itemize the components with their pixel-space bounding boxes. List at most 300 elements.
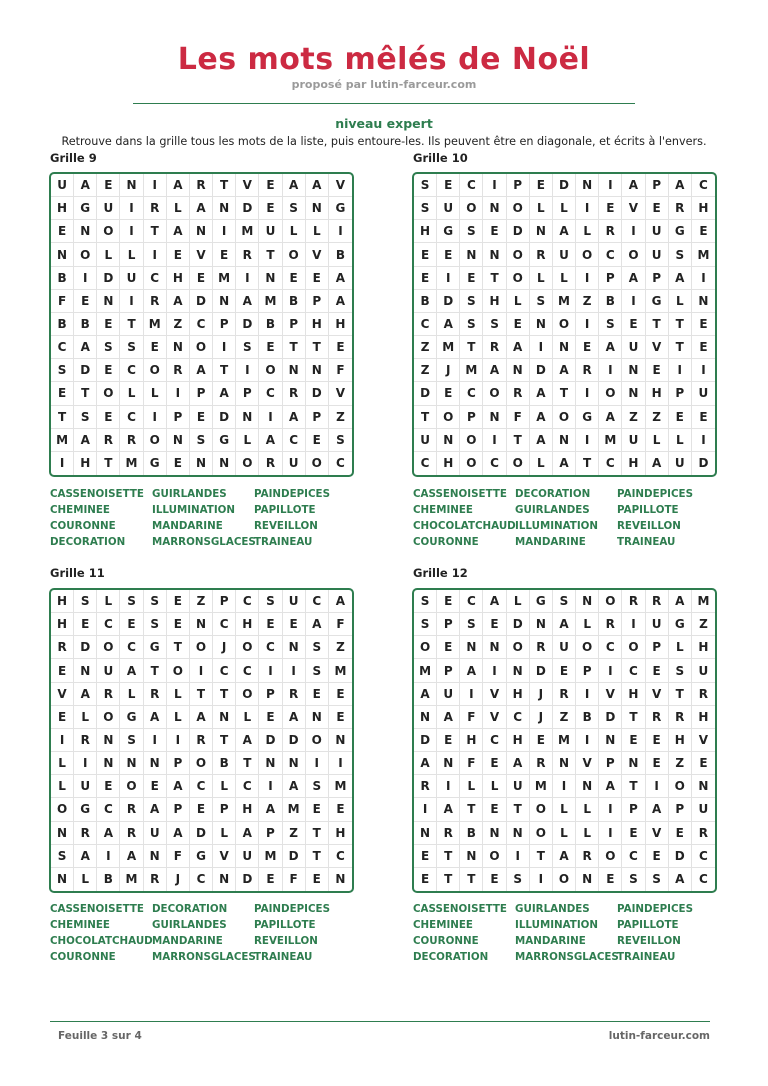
grid-cell[interactable]: E — [97, 406, 120, 429]
grid-cell[interactable]: G — [437, 220, 460, 243]
grid-cell[interactable]: M — [144, 313, 167, 336]
grid-cell[interactable]: O — [460, 429, 483, 452]
grid-cell[interactable]: U — [283, 590, 306, 613]
grid-cell[interactable]: Z — [646, 406, 669, 429]
grid-cell[interactable]: N — [329, 729, 352, 752]
grid-cell[interactable]: R — [414, 775, 437, 798]
grid-cell[interactable]: A — [669, 267, 692, 290]
grid-cell[interactable]: A — [167, 775, 190, 798]
grid-cell[interactable]: A — [190, 359, 213, 382]
grid-cell[interactable]: U — [553, 636, 576, 659]
grid-cell[interactable]: T — [213, 359, 236, 382]
grid-cell[interactable]: O — [236, 683, 259, 706]
grid-cell[interactable]: E — [74, 290, 97, 313]
grid-cell[interactable]: U — [51, 174, 74, 197]
grid-cell[interactable]: T — [213, 729, 236, 752]
grid-cell[interactable]: O — [190, 336, 213, 359]
grid-cell[interactable]: I — [167, 382, 190, 405]
grid-cell[interactable]: A — [259, 798, 282, 821]
grid-cell[interactable]: G — [120, 706, 143, 729]
grid-cell[interactable]: B — [414, 290, 437, 313]
grid-cell[interactable]: N — [553, 429, 576, 452]
grid-cell[interactable]: H — [507, 683, 530, 706]
grid-cell[interactable]: C — [213, 659, 236, 682]
grid-cell[interactable]: L — [507, 590, 530, 613]
grid-cell[interactable]: O — [553, 406, 576, 429]
grid-cell[interactable]: M — [692, 590, 715, 613]
grid-cell[interactable]: Z — [190, 590, 213, 613]
grid-cell[interactable]: I — [576, 197, 599, 220]
grid-cell[interactable]: D — [190, 822, 213, 845]
grid-cell[interactable]: M — [120, 452, 143, 475]
grid-cell[interactable]: T — [669, 683, 692, 706]
grid-cell[interactable]: U — [692, 798, 715, 821]
grid-cell[interactable]: E — [692, 752, 715, 775]
grid-cell[interactable]: E — [414, 267, 437, 290]
grid-cell[interactable]: D — [236, 868, 259, 891]
grid-cell[interactable]: N — [236, 406, 259, 429]
grid-cell[interactable]: E — [692, 336, 715, 359]
grid-cell[interactable]: J — [437, 359, 460, 382]
grid-cell[interactable]: D — [530, 659, 553, 682]
grid-cell[interactable]: Z — [553, 706, 576, 729]
grid-cell[interactable]: R — [144, 683, 167, 706]
grid-cell[interactable]: N — [144, 845, 167, 868]
grid-cell[interactable]: F — [460, 706, 483, 729]
grid-cell[interactable]: D — [530, 359, 553, 382]
grid-cell[interactable]: N — [622, 359, 645, 382]
grid-cell[interactable]: E — [306, 683, 329, 706]
grid-cell[interactable]: I — [167, 729, 190, 752]
grid-cell[interactable]: A — [599, 406, 622, 429]
grid-cell[interactable]: M — [460, 359, 483, 382]
grid-cell[interactable]: I — [553, 775, 576, 798]
grid-cell[interactable]: E — [530, 174, 553, 197]
grid-cell[interactable]: E — [622, 729, 645, 752]
grid-cell[interactable]: A — [283, 706, 306, 729]
grid-cell[interactable]: O — [144, 429, 167, 452]
grid-cell[interactable]: E — [530, 729, 553, 752]
grid-cell[interactable]: R — [692, 683, 715, 706]
grid-cell[interactable]: B — [576, 706, 599, 729]
grid-cell[interactable]: T — [530, 845, 553, 868]
grid-cell[interactable]: I — [259, 775, 282, 798]
grid-cell[interactable]: R — [692, 822, 715, 845]
grid-cell[interactable]: I — [329, 220, 352, 243]
grid-cell[interactable]: N — [283, 636, 306, 659]
grid-cell[interactable]: G — [646, 290, 669, 313]
grid-cell[interactable]: O — [97, 636, 120, 659]
grid-cell[interactable]: L — [120, 243, 143, 266]
grid-cell[interactable]: S — [144, 613, 167, 636]
grid-cell[interactable]: D — [97, 267, 120, 290]
grid-cell[interactable]: P — [669, 798, 692, 821]
grid-cell[interactable]: H — [692, 706, 715, 729]
grid-cell[interactable]: O — [51, 798, 74, 821]
grid-cell[interactable]: I — [51, 452, 74, 475]
grid-cell[interactable]: R — [599, 613, 622, 636]
grid-cell[interactable]: E — [646, 729, 669, 752]
grid-cell[interactable]: D — [236, 197, 259, 220]
grid-cell[interactable]: N — [51, 868, 74, 891]
grid-cell[interactable]: C — [236, 590, 259, 613]
grid-cell[interactable]: A — [483, 590, 506, 613]
grid-cell[interactable]: S — [190, 429, 213, 452]
grid-cell[interactable]: A — [507, 752, 530, 775]
grid-cell[interactable]: R — [599, 220, 622, 243]
grid-cell[interactable]: A — [553, 452, 576, 475]
grid-cell[interactable]: T — [74, 382, 97, 405]
grid-cell[interactable]: O — [576, 636, 599, 659]
grid-cell[interactable]: V — [329, 174, 352, 197]
grid-cell[interactable]: R — [97, 429, 120, 452]
grid-cell[interactable]: V — [576, 752, 599, 775]
grid-cell[interactable]: C — [306, 590, 329, 613]
grid-cell[interactable]: A — [437, 798, 460, 821]
grid-cell[interactable]: L — [51, 752, 74, 775]
grid-cell[interactable]: P — [167, 752, 190, 775]
grid-cell[interactable]: S — [507, 868, 530, 891]
grid-cell[interactable]: N — [97, 752, 120, 775]
grid-cell[interactable]: H — [51, 590, 74, 613]
grid-cell[interactable]: R — [437, 822, 460, 845]
grid-cell[interactable]: N — [460, 636, 483, 659]
grid-cell[interactable]: C — [190, 313, 213, 336]
grid-cell[interactable]: O — [530, 822, 553, 845]
grid-cell[interactable]: N — [576, 868, 599, 891]
grid-cell[interactable]: R — [646, 590, 669, 613]
grid-cell[interactable]: C — [213, 613, 236, 636]
grid-cell[interactable]: H — [306, 313, 329, 336]
grid-cell[interactable]: A — [646, 798, 669, 821]
grid-cell[interactable]: C — [336, 456, 345, 471]
grid-cell[interactable]: I — [236, 359, 259, 382]
grid-cell[interactable]: L — [460, 775, 483, 798]
grid-cell[interactable]: F — [507, 406, 530, 429]
grid-cell[interactable]: J — [530, 706, 553, 729]
grid-cell[interactable]: I — [460, 683, 483, 706]
grid-cell[interactable]: L — [530, 197, 553, 220]
grid-cell[interactable]: N — [120, 752, 143, 775]
grid-cell[interactable]: C — [599, 452, 622, 475]
grid-cell[interactable]: A — [437, 706, 460, 729]
grid-cell[interactable]: S — [483, 313, 506, 336]
grid-cell[interactable]: E — [483, 220, 506, 243]
grid-cell[interactable]: I — [576, 313, 599, 336]
grid-cell[interactable]: R — [74, 729, 97, 752]
grid-cell[interactable]: T — [236, 752, 259, 775]
grid-cell[interactable]: A — [599, 775, 622, 798]
grid-cell[interactable]: M — [437, 336, 460, 359]
grid-cell[interactable]: N — [283, 359, 306, 382]
grid-cell[interactable]: L — [236, 706, 259, 729]
grid-cell[interactable]: N — [51, 243, 74, 266]
grid-cell[interactable]: A — [622, 267, 645, 290]
grid-cell[interactable]: E — [646, 659, 669, 682]
grid-cell[interactable]: N — [460, 845, 483, 868]
grid-cell[interactable]: E — [669, 406, 692, 429]
grid-cell[interactable]: I — [622, 220, 645, 243]
grid-cell[interactable]: C — [259, 636, 282, 659]
grid-cell[interactable]: C — [329, 845, 352, 868]
grid-cell[interactable]: G — [576, 406, 599, 429]
grid-cell[interactable]: H — [51, 613, 74, 636]
grid-cell[interactable]: P — [599, 267, 622, 290]
grid-cell[interactable]: N — [167, 429, 190, 452]
grid-cell[interactable]: P — [646, 267, 669, 290]
grid-cell[interactable]: B — [259, 313, 282, 336]
grid-cell[interactable]: I — [622, 613, 645, 636]
grid-cell[interactable]: H — [483, 290, 506, 313]
grid-cell[interactable]: U — [437, 197, 460, 220]
grid-cell[interactable]: E — [190, 406, 213, 429]
grid-cell[interactable]: A — [553, 220, 576, 243]
grid-cell[interactable]: L — [51, 775, 74, 798]
grid-cell[interactable]: U — [236, 845, 259, 868]
grid-cell[interactable]: N — [414, 706, 437, 729]
grid-cell[interactable]: E — [283, 613, 306, 636]
grid-cell[interactable]: T — [437, 868, 460, 891]
grid-cell[interactable]: T — [97, 452, 120, 475]
grid-cell[interactable]: L — [213, 822, 236, 845]
grid-cell[interactable]: J — [530, 683, 553, 706]
grid-cell[interactable]: I — [507, 845, 530, 868]
grid-cell[interactable]: C — [190, 775, 213, 798]
grid-cell[interactable]: E — [329, 683, 352, 706]
grid-cell[interactable]: O — [97, 706, 120, 729]
grid-cell[interactable]: O — [259, 359, 282, 382]
grid-cell[interactable]: I — [599, 798, 622, 821]
grid-cell[interactable]: A — [306, 174, 329, 197]
grid-cell[interactable]: P — [167, 798, 190, 821]
grid-cell[interactable]: D — [669, 845, 692, 868]
grid-cell[interactable]: N — [553, 336, 576, 359]
grid-cell[interactable]: P — [259, 822, 282, 845]
grid-cell[interactable]: S — [646, 868, 669, 891]
grid-cell[interactable]: Z — [167, 313, 190, 336]
grid-cell[interactable]: N — [437, 429, 460, 452]
grid-cell[interactable]: V — [306, 243, 329, 266]
grid-cell[interactable]: N — [530, 313, 553, 336]
grid-cell[interactable]: O — [599, 845, 622, 868]
grid-cell[interactable]: Z — [414, 336, 437, 359]
grid-cell[interactable]: A — [259, 429, 282, 452]
grid-cell[interactable]: O — [530, 798, 553, 821]
grid-cell[interactable]: A — [283, 406, 306, 429]
grid-cell[interactable]: N — [167, 336, 190, 359]
grid-cell[interactable]: E — [437, 590, 460, 613]
grid-cell[interactable]: N — [553, 752, 576, 775]
grid-cell[interactable]: A — [507, 336, 530, 359]
grid-cell[interactable]: N — [530, 220, 553, 243]
grid-cell[interactable]: I — [692, 359, 715, 382]
grid-cell[interactable]: A — [553, 359, 576, 382]
grid-cell[interactable]: P — [669, 382, 692, 405]
grid-cell[interactable]: V — [646, 336, 669, 359]
grid-cell[interactable]: N — [74, 220, 97, 243]
grid-cell[interactable]: D — [259, 729, 282, 752]
grid-cell[interactable]: O — [599, 590, 622, 613]
grid-cell[interactable]: E — [144, 775, 167, 798]
grid-cell[interactable]: E — [437, 636, 460, 659]
grid-cell[interactable]: E — [97, 174, 120, 197]
grid-cell[interactable]: V — [622, 197, 645, 220]
grid-cell[interactable]: L — [530, 267, 553, 290]
grid-cell[interactable]: E — [120, 613, 143, 636]
grid-cell[interactable]: C — [236, 659, 259, 682]
grid-cell[interactable]: E — [74, 613, 97, 636]
grid-cell[interactable]: N — [507, 822, 530, 845]
grid-cell[interactable]: I — [51, 729, 74, 752]
grid-cell[interactable]: E — [437, 382, 460, 405]
grid-cell[interactable]: M — [553, 729, 576, 752]
grid-cell[interactable]: E — [599, 197, 622, 220]
grid-cell[interactable]: G — [144, 636, 167, 659]
grid-cell[interactable]: L — [530, 452, 553, 475]
grid-cell[interactable]: L — [97, 590, 120, 613]
grid-cell[interactable]: R — [530, 243, 553, 266]
grid-cell[interactable]: O — [306, 452, 329, 475]
grid-cell[interactable]: R — [97, 683, 120, 706]
grid-cell[interactable]: P — [622, 798, 645, 821]
grid-cell[interactable]: C — [460, 174, 483, 197]
grid-cell[interactable]: I — [576, 429, 599, 452]
grid-cell[interactable]: P — [213, 590, 236, 613]
grid-cell[interactable]: A — [74, 174, 97, 197]
grid-cell[interactable]: D — [698, 456, 709, 471]
grid-cell[interactable]: E — [646, 752, 669, 775]
grid-cell[interactable]: S — [460, 290, 483, 313]
grid-cell[interactable]: G — [530, 590, 553, 613]
grid-cell[interactable]: O — [306, 729, 329, 752]
grid-cell[interactable]: Z — [414, 359, 437, 382]
grid-cell[interactable]: O — [144, 359, 167, 382]
grid-cell[interactable]: I — [599, 659, 622, 682]
grid-cell[interactable]: S — [51, 359, 74, 382]
grid-cell[interactable]: I — [213, 220, 236, 243]
grid-cell[interactable]: E — [51, 382, 74, 405]
grid-cell[interactable]: R — [530, 636, 553, 659]
grid-cell[interactable]: N — [259, 752, 282, 775]
grid-cell[interactable]: N — [530, 613, 553, 636]
grid-cell[interactable]: E — [259, 868, 282, 891]
grid-cell[interactable]: I — [692, 429, 715, 452]
grid-cell[interactable]: M — [599, 429, 622, 452]
grid-cell[interactable]: I — [576, 267, 599, 290]
grid-cell[interactable]: E — [259, 336, 282, 359]
grid-cell[interactable]: L — [144, 382, 167, 405]
grid-cell[interactable]: F — [51, 290, 74, 313]
grid-cell[interactable]: O — [283, 243, 306, 266]
grid-cell[interactable]: E — [190, 798, 213, 821]
grid-cell[interactable]: C — [692, 845, 715, 868]
grid-cell[interactable]: E — [167, 590, 190, 613]
grid-cell[interactable]: F — [329, 613, 352, 636]
grid-cell[interactable]: C — [507, 706, 530, 729]
grid-cell[interactable]: A — [646, 452, 669, 475]
grid-cell[interactable]: T — [622, 775, 645, 798]
grid-cell[interactable]: U — [669, 452, 692, 475]
grid-cell[interactable]: S — [144, 590, 167, 613]
grid-cell[interactable]: C — [414, 452, 437, 475]
grid-cell[interactable]: I — [190, 659, 213, 682]
grid-cell[interactable]: A — [167, 174, 190, 197]
grid-cell[interactable]: V — [329, 382, 352, 405]
grid-cell[interactable]: T — [646, 313, 669, 336]
grid-cell[interactable]: O — [507, 267, 530, 290]
grid-cell[interactable]: A — [530, 382, 553, 405]
grid-cell[interactable]: O — [120, 775, 143, 798]
grid-cell[interactable]: A — [167, 290, 190, 313]
grid-cell[interactable]: M — [329, 659, 352, 682]
grid-cell[interactable]: N — [306, 197, 329, 220]
grid-cell[interactable]: U — [646, 613, 669, 636]
grid-cell[interactable]: V — [599, 683, 622, 706]
grid-cell[interactable]: N — [335, 872, 346, 887]
grid-cell[interactable]: A — [213, 382, 236, 405]
grid-cell[interactable]: J — [167, 868, 190, 891]
grid-cell[interactable]: S — [414, 590, 437, 613]
grid-cell[interactable]: E — [51, 220, 74, 243]
grid-cell[interactable]: P — [576, 659, 599, 682]
grid-cell[interactable]: C — [283, 429, 306, 452]
grid-cell[interactable]: N — [483, 243, 506, 266]
grid-cell[interactable]: E — [259, 174, 282, 197]
grid-cell[interactable]: A — [622, 174, 645, 197]
grid-cell[interactable]: I — [669, 359, 692, 382]
grid-cell[interactable]: A — [236, 729, 259, 752]
grid-cell[interactable]: N — [74, 659, 97, 682]
grid-cell[interactable]: S — [553, 590, 576, 613]
grid-cell[interactable]: N — [692, 775, 715, 798]
grid-cell[interactable]: Z — [576, 290, 599, 313]
grid-cell[interactable]: H — [329, 822, 352, 845]
grid-cell[interactable]: A — [553, 845, 576, 868]
grid-cell[interactable]: E — [167, 452, 190, 475]
grid-cell[interactable]: B — [329, 243, 352, 266]
grid-cell[interactable]: C — [483, 452, 506, 475]
grid-cell[interactable]: S — [74, 406, 97, 429]
grid-cell[interactable]: C — [622, 659, 645, 682]
grid-cell[interactable]: U — [144, 822, 167, 845]
grid-cell[interactable]: E — [167, 613, 190, 636]
grid-cell[interactable]: I — [437, 267, 460, 290]
grid-cell[interactable]: M — [553, 290, 576, 313]
grid-cell[interactable]: N — [283, 752, 306, 775]
grid-cell[interactable]: C — [120, 359, 143, 382]
grid-cell[interactable]: C — [97, 798, 120, 821]
grid-cell[interactable]: F — [460, 752, 483, 775]
grid-cell[interactable]: L — [306, 220, 329, 243]
grid-cell[interactable]: I — [599, 822, 622, 845]
grid-cell[interactable]: T — [144, 220, 167, 243]
grid-cell[interactable]: B — [213, 752, 236, 775]
grid-cell[interactable]: A — [414, 683, 437, 706]
grid-cell[interactable]: E — [190, 267, 213, 290]
grid-cell[interactable]: L — [213, 775, 236, 798]
grid-cell[interactable]: F — [329, 359, 352, 382]
grid-cell[interactable]: M — [692, 243, 715, 266]
grid-cell[interactable]: I — [646, 775, 669, 798]
grid-cell[interactable]: L — [576, 220, 599, 243]
grid-cell[interactable]: Z — [669, 752, 692, 775]
grid-cell[interactable]: C — [460, 590, 483, 613]
grid-cell[interactable]: C — [97, 613, 120, 636]
grid-cell[interactable]: O — [460, 452, 483, 475]
grid-cell[interactable]: G — [669, 220, 692, 243]
grid-cell[interactable]: S — [306, 636, 329, 659]
grid-cell[interactable]: O — [553, 313, 576, 336]
